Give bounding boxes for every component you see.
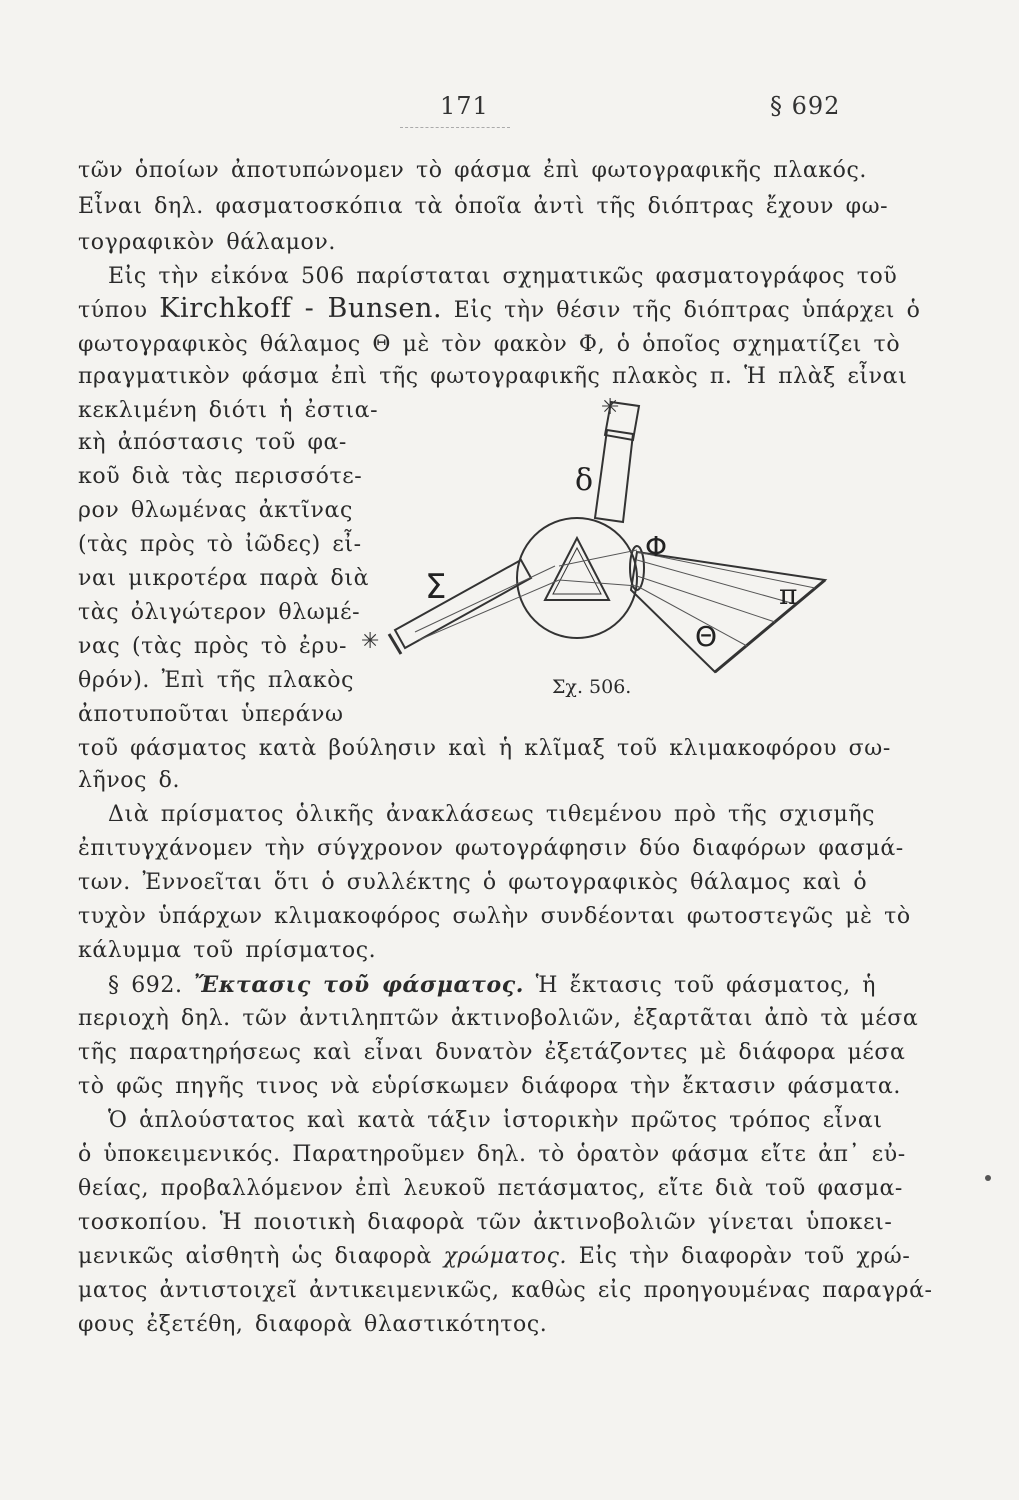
scale-tube — [595, 430, 633, 522]
text-line: κεκλιμένη διότι ἡ ἐστια- — [78, 398, 379, 423]
header-rule — [400, 127, 510, 128]
text-line: φους ἐξετέθη, διαφορὰ θλαστικότητος. — [78, 1312, 548, 1337]
text-line: κάλυμμα τοῦ πρίσματος. — [78, 938, 377, 963]
text-line — [78, 1242, 911, 1272]
label-theta: Θ — [695, 620, 718, 653]
text-line: φωτογραφικὸς θάλαμος Θ μὲ τὸν φακὸν Φ, ὁ ὁποῖος σχηματίζει τὸ — [78, 332, 901, 357]
collimator-tube — [395, 560, 531, 648]
text-line: τογραφικὸν θάλαμον. — [78, 230, 336, 255]
text-line: τοσκοπίου. Ἡ ποιοτικὴ διαφορὰ τῶν ἀκτινοβολιῶν γίνεται ὑποκει- — [78, 1210, 893, 1235]
label-phi: Φ — [645, 530, 668, 563]
text-line: ἐπιτυγχάνομεν τὴν σύγχρονον φωτογράφησιν δύο διαφόρων φασμά- — [78, 836, 904, 861]
text-line — [78, 293, 921, 326]
text-line: τῶν ὁποίων ἀποτυπώνομεν τὸ φάσμα ἐπὶ φωτογραφικῆς πλακός. — [78, 158, 868, 183]
text-fragment: τύπου — [78, 298, 148, 323]
text-line: κὴ ἀπόστασις τοῦ φα- — [78, 430, 347, 455]
margin-mark — [985, 1175, 991, 1181]
text-fragment: Ἡ ἔκτασις τοῦ φάσματος, ἡ — [535, 973, 877, 998]
text-line: Εἰς τὴν εἰκόνα 506 παρίσταται σχηματικῶς φασματογράφος τοῦ — [108, 264, 898, 289]
label-pi: π — [779, 578, 798, 611]
section-heading-line — [78, 970, 877, 1001]
emphasis: χρώματος. — [443, 1244, 568, 1269]
text-line: Ὁ ἁπλούστατος καὶ κατὰ τάξιν ἱστορικὴν πρῶτος τρόπος εἶναι — [108, 1108, 883, 1133]
author-names: Kirchkoff - Bunsen. — [159, 293, 443, 324]
text-line: περιοχὴ δηλ. τῶν ἀντιληπτῶν ἀκτινοβολιῶν, ἐξαρτᾶται ἀπὸ τὰ μέσα — [78, 1006, 919, 1031]
text-line: κοῦ διὰ τὰς περισσότε- — [78, 464, 363, 489]
label-sigma: Σ — [425, 567, 447, 607]
text-fragment: Εἰς τὴν διαφορὰν τοῦ χρώ- — [578, 1244, 911, 1269]
text-line: ρον θλωμένας ἀκτῖνας — [78, 498, 353, 523]
light-source-star-icon: ✳ — [361, 629, 380, 654]
text-fragment: Εἰς τὴν θέσιν τῆς διόπτρας ὑπάρχει ὁ — [453, 298, 921, 323]
text-fragment: μενικῶς αἰσθητὴ ὡς διαφορὰ — [78, 1244, 432, 1269]
label-delta: δ — [575, 463, 594, 498]
section-title: Ἔκτασις τοῦ φάσματος. — [194, 972, 524, 998]
running-section: § 692 — [770, 92, 841, 120]
text-line: θείας, προβαλλόμενον ἐπὶ λευκοῦ πετάσματος, εἴτε διὰ τοῦ φασμα- — [78, 1176, 903, 1201]
text-line: ματος ἀντιστοιχεῖ ἀντικειμενικῶς, καθὼς εἰς προηγουμένας παραγρά- — [78, 1278, 933, 1303]
text-line: θρόν). Ἐπὶ τῆς πλακὸς — [78, 668, 355, 693]
text-line: ἀποτυποῦται ὑπεράνω — [78, 702, 344, 727]
text-line: νας (τὰς πρὸς τὸ ἐρυ- — [78, 634, 347, 659]
text-line: τοῦ φάσματος κατὰ βούλησιν καὶ ἡ κλῖμαξ τοῦ κλιμακοφόρου σω- — [78, 736, 891, 761]
text-line: πραγματικὸν φάσμα ἐπὶ τῆς φωτογραφικῆς πλακὸς π. Ἡ πλὰξ εἶναι — [78, 364, 908, 389]
text-line: Εἶναι δηλ. φασματοσκόπια τὰ ὁποῖα ἀντὶ τῆς διόπτρας ἔχουν φω- — [78, 194, 889, 219]
spectrograph-figure — [355, 390, 845, 710]
text-line: Διὰ πρίσματος ὁλικῆς ἀνακλάσεως τιθεμένου πρὸ τῆς σχισμῆς — [108, 802, 876, 827]
page-number: 171 — [440, 92, 489, 120]
text-line: τὰς ὀλιγώτερον θλωμέ- — [78, 600, 361, 625]
text-line: ναι μικροτέρα παρὰ διὰ — [78, 566, 370, 591]
text-line: τῆς παρατηρήσεως καὶ εἶναι δυνατὸν ἐξετάζοντες μὲ διάφορα μέσα — [78, 1040, 906, 1065]
text-line: τὸ φῶς πηγῆς τινος νὰ εὑρίσκωμεν διάφορα τὴν ἔκτασιν φάσματα. — [78, 1074, 901, 1099]
text-line: των. Ἐννοεῖται ὅτι ὁ συλλέκτης ὁ φωτογραφικὸς θάλαμος καὶ ὁ — [78, 870, 868, 895]
text-line: λῆνος δ. — [78, 768, 181, 793]
photographic-plate — [715, 580, 825, 672]
text-line: ὁ ὑποκειμενικός. Παρατηροῦμεν δηλ. τὸ ὁρατὸν φάσμα εἴτε ἀπ᾽ εὐ- — [78, 1142, 906, 1167]
text-line: (τὰς πρὸς τὸ ἰῶδες) εἶ- — [78, 532, 362, 557]
figure-caption: Σχ. 506. — [552, 676, 632, 698]
text-line: τυχὸν ὑπάρχων κλιμακοφόρος σωλὴν συνδέονται φωτοστεγῶς μὲ τὸ — [78, 904, 911, 929]
light-source-star-icon: ✳ — [601, 395, 620, 420]
section-label: § 692. — [108, 973, 183, 998]
